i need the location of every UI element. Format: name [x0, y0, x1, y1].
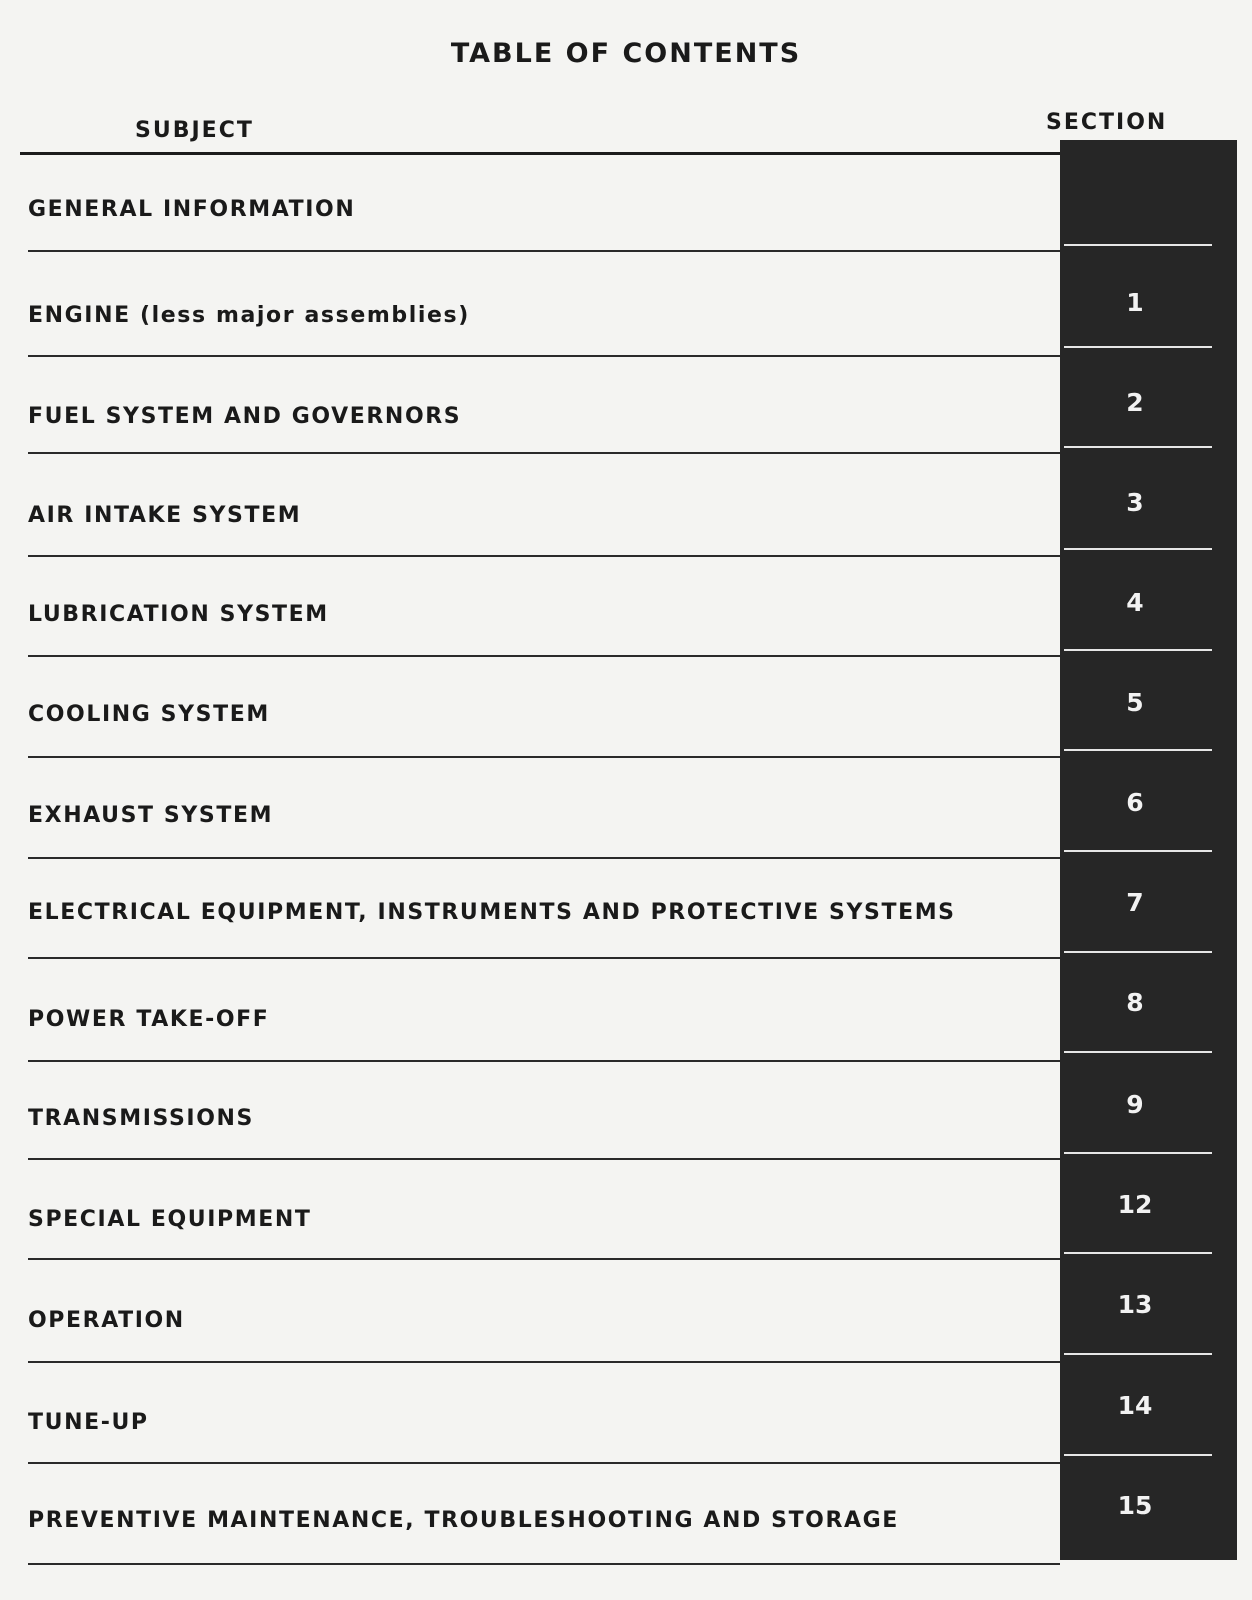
entry-divider [28, 1563, 1060, 1565]
section-divider [1064, 1152, 1212, 1154]
entry-divider [28, 1361, 1060, 1363]
section-divider [1064, 346, 1212, 348]
entry-divider [28, 857, 1060, 859]
section-divider [1064, 749, 1212, 751]
entry-divider [28, 250, 1060, 252]
section-divider [1064, 446, 1212, 448]
toc-entry-subject: ENGINE (less major assemblies) [28, 303, 470, 328]
entry-divider [28, 655, 1060, 657]
toc-entry-section: 5 [1126, 688, 1144, 717]
section-divider [1064, 548, 1212, 550]
section-divider [1064, 1252, 1212, 1254]
toc-entry-section: 9 [1126, 1090, 1144, 1119]
entry-divider [28, 355, 1060, 357]
section-divider [1064, 649, 1212, 651]
entry-divider [28, 1258, 1060, 1260]
toc-entry-section: 3 [1126, 488, 1144, 517]
toc-entry-subject: SPECIAL EQUIPMENT [28, 1207, 312, 1232]
entry-divider [28, 555, 1060, 557]
entry-divider [28, 1060, 1060, 1062]
toc-entry-section: 1 [1126, 288, 1144, 317]
toc-entry-subject: FUEL SYSTEM AND GOVERNORS [28, 404, 462, 429]
entry-divider [28, 452, 1060, 454]
toc-entry-section: 13 [1117, 1290, 1153, 1319]
section-divider [1064, 1051, 1212, 1053]
toc-entry-subject: LUBRICATION SYSTEM [28, 602, 329, 627]
section-divider [1064, 951, 1212, 953]
toc-entry-subject: POWER TAKE-OFF [28, 1007, 270, 1032]
entry-divider [28, 957, 1060, 959]
toc-entry-subject: GENERAL INFORMATION [28, 197, 356, 222]
toc-entry-section: 2 [1126, 388, 1144, 417]
entry-divider [28, 756, 1060, 758]
toc-entry-subject: TUNE-UP [28, 1410, 149, 1435]
toc-entry-section: 12 [1117, 1190, 1153, 1219]
toc-entry-subject: OPERATION [28, 1308, 185, 1333]
section-divider [1064, 244, 1212, 246]
section-divider [1064, 1454, 1212, 1456]
toc-entry-section: 14 [1117, 1391, 1153, 1420]
page-title: TABLE OF CONTENTS [450, 38, 802, 69]
section-column-header: SECTION [1046, 110, 1168, 135]
toc-entry-section: 6 [1126, 788, 1144, 817]
entry-divider [28, 1158, 1060, 1160]
section-divider [1064, 1353, 1212, 1355]
toc-entry-section: 7 [1126, 888, 1144, 917]
toc-entry-subject: TRANSMISSIONS [28, 1106, 254, 1131]
toc-entry-section: 15 [1117, 1491, 1153, 1520]
header-divider [20, 152, 1062, 155]
subject-column-header: SUBJECT [135, 118, 254, 143]
entry-divider [28, 1462, 1060, 1464]
toc-entry-subject: COOLING SYSTEM [28, 702, 270, 727]
toc-entry-subject: EXHAUST SYSTEM [28, 803, 274, 828]
section-divider [1064, 850, 1212, 852]
toc-entry-subject: AIR INTAKE SYSTEM [28, 503, 302, 528]
toc-entry-subject: ELECTRICAL EQUIPMENT, INSTRUMENTS AND PROTECTIVE SYSTEMS [28, 900, 956, 925]
toc-entry-subject: PREVENTIVE MAINTENANCE, TROUBLESHOOTING AND STORAGE [28, 1508, 899, 1533]
toc-entry-section: 8 [1126, 988, 1144, 1017]
toc-entry-section: 4 [1126, 588, 1144, 617]
